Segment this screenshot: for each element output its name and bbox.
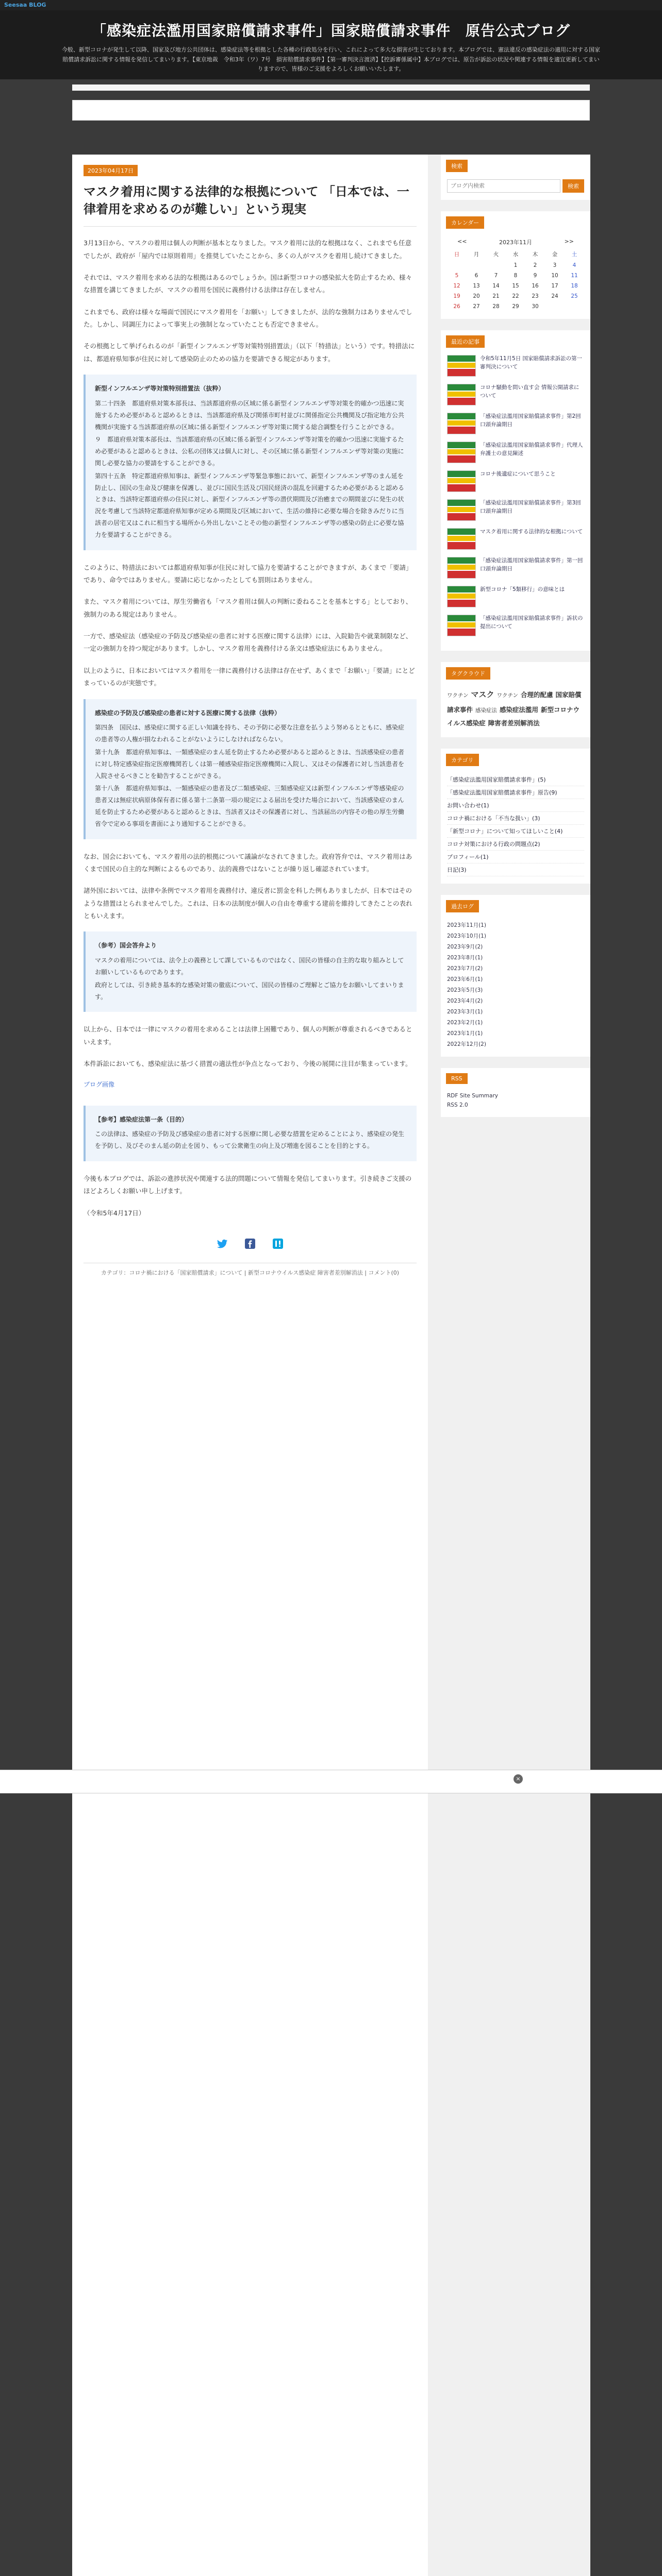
calendar-weekday: 日	[454, 251, 460, 258]
paragraph: また、マスク着用については、厚生労働省も「マスク着用は個人の判断に委ねることを基本とする」としており、強制力のある規定はありません。	[84, 598, 412, 618]
recent-post-title[interactable]: 令和5年11月5日 国家賠償請求訴訟の第一審判決について	[480, 355, 583, 370]
calendar-day: 9	[533, 273, 537, 279]
recent-posts-widget	[441, 330, 590, 651]
calendar-day: 27	[473, 303, 480, 310]
brand-logo[interactable]: Seesaa BLOG	[4, 2, 46, 8]
quote-heading: 感染症の予防及び感染症の患者に対する医療に関する法律（抜粋）	[95, 709, 281, 717]
search-button[interactable]: 検索	[562, 179, 584, 193]
calendar-day: 19	[453, 293, 460, 299]
calendar-day: 3	[553, 262, 557, 268]
tag-cloud-widget	[441, 662, 590, 737]
recent-post-item[interactable]	[447, 355, 584, 377]
twitter-share-button[interactable]	[213, 1235, 231, 1252]
post-title[interactable]: マスク着用に関する法律的な根拠について 「日本では、一律着用を求めるのが難しい」という現実	[84, 183, 417, 227]
paragraph: なお、国会においても、マスク着用の法的根拠について議論がなされてきました。政府答弁では、マスク着用はあくまで国民の自主的な判断によるものであり、法的義務ではないことが繰り返し確認されています。	[84, 852, 412, 873]
paragraph: その根拠として挙げられるのが「新型インフルエンザ等対策特別措置法」（以下「特措法」という）です。特措法には、都道府県知事が住民に対して感染防止のための協力を要請できる規定があります。	[84, 342, 415, 363]
search-widget	[441, 155, 590, 200]
tag-link[interactable]: 障害者差別解消法	[488, 719, 540, 727]
calendar-day	[545, 301, 565, 312]
paragraph: 3月13日から、マスクの着用は個人の判断が基本となりました。マスク着用に法的な根拠はなく、これまでも任意でしたが、政府が「屋内では原則着用」を推奨していたことから、多くの人がマスクを着用し続けてきました。	[84, 239, 412, 260]
widget-title-tags: タグクラウド	[446, 667, 490, 680]
paragraph: これまでも、政府は様々な場面で国民にマスク着用を「お願い」してきましたが、法的な強制力はありませんでした。しかし、同調圧力によって事実上の強制となっていたことも否定できません。	[84, 308, 412, 329]
calendar-grid	[447, 248, 584, 312]
calendar-weekday: 土	[571, 251, 577, 258]
calendar-day: 15	[512, 283, 519, 289]
post-thumbnail[interactable]	[447, 413, 476, 434]
archive-link[interactable]: 2023年5月(3)	[447, 987, 483, 993]
blog-description: 今般、新型コロナが発生して以降、国家及び地方公共団体は、感染症法等を根拠とした各種の行政処分を行い、これによって多大な損害が生じております。本ブログでは、憲法違反の感染症法の適用に対する国家賠償請求訴訟に関する情報を発信してまいります。【東京地裁 令和3年（ワ）7号 損害賠償請求事件】【第一審判決言渡済】【控訴審係属中】本ブログでは、原告が訴訟の状況や関連する情報を適宜更新してまいりますので、皆様のご支援をよろしくお願いいたします。	[61, 46, 601, 73]
calendar-next-link[interactable]: >>	[564, 238, 574, 245]
quote-line: 第四十五条 特定都道府県知事は、新型インフルエンザ等緊急事態において、新型インフルエンザ等のまん延を防止し、国民の生命及び健康を保護し、並びに国民生活及び国民経済の混乱を回避するため必要があると認めるときは、当該特定都道府県の住民に対し、新型インフルエンザ等の潜伏期間及び治癒までの期間並びに発生の状況を考慮して当該特定都道府県知事が定める期間及び区域において、生活の維持に必要な場合を除きみだりに当該者の居宅又はこれに相当する場所から外出しないことその他の新型インフルエンザ等の感染の防止に必要な協力を要請することができる。	[95, 472, 405, 538]
paragraph: 一方で、感染症法（感染症の予防及び感染症の患者に対する医療に関する法律）には、入院勧告や就業制限など、一定の強制力を持つ規定があります。しかし、マスク着用を義務付ける条文は感染症法にもありません。	[84, 632, 412, 653]
recent-post-item[interactable]	[447, 413, 584, 434]
tag-link[interactable]: 国家賠償請求事件	[447, 691, 582, 714]
post-thumbnail[interactable]	[447, 355, 476, 377]
recent-post-title[interactable]: 「感染症法濫用国家賠償請求事件」訴状の提出について	[480, 615, 583, 630]
sidebar	[441, 155, 590, 1128]
recent-post-title[interactable]: マスク着用に関する法律的な根拠について	[480, 529, 583, 535]
share-buttons	[84, 1235, 417, 1252]
post-body-3	[84, 851, 417, 923]
archive-link[interactable]: 2023年8月(1)	[447, 955, 483, 961]
quote-heading: 新型インフルエンザ等対策特別措置法（抜粋）	[95, 385, 225, 393]
calendar-day	[467, 260, 486, 270]
recent-post-item[interactable]	[447, 557, 584, 579]
calendar-day: 10	[551, 273, 558, 279]
category-link[interactable]: 「感染症法濫用国家賠償請求事件」原告(9)	[447, 786, 584, 799]
post-body-5	[84, 1173, 417, 1219]
paragraph: 本件訴訟においても、感染症法に基づく措置の適法性が争点となっており、今後の展開に注目が集まっています。	[84, 1060, 412, 1068]
recent-post-item[interactable]	[447, 470, 584, 492]
quote-line: ９ 都道府県対策本部長は、当該都道府県の区域に係る新型インフルエンザ等対策を的確かつ迅速に実施するため必要があると認めるときは、公私の団体又は個人に対し、その区域に係る新型インフルエンザ等対策の実施に関し必要な協力の要請をすることができる。	[95, 436, 404, 467]
tag-link[interactable]: ワクチン	[496, 692, 518, 699]
paragraph: 以上から、日本では一律にマスクの着用を求めることは法律上困難であり、個人の判断が尊重されるべきであるといえます。	[84, 1025, 412, 1046]
calendar-day: 2	[533, 262, 537, 268]
widget-title-calendar: カレンダー	[446, 216, 484, 229]
category-link[interactable]: 日記(3)	[447, 863, 584, 876]
recent-post-title[interactable]: 「感染症法濫用国家賠償請求事件」第3回口頭弁論期日	[480, 500, 581, 514]
quote-line: 第十八条 都道府県知事は、一類感染症の患者及び二類感染症、三類感染症又は新型インフルエンザ等感染症の患者又は無症状病原体保有者に係る第十二条第一項の規定による届出を受けた場合において、当該感染症のまん延を防止するため必要があると認めるときは、当該者又はその保護者に対し、当該届出の内容その他の厚生労働省令で定める事項を書面により通知することができる。	[95, 785, 405, 827]
calendar-day: 23	[532, 293, 539, 299]
calendar-day: 7	[494, 273, 498, 279]
twitter-icon	[216, 1238, 228, 1250]
archive-link[interactable]: 2023年1月(1)	[447, 1030, 483, 1037]
statute-quote-2	[84, 699, 417, 839]
post-thumbnail[interactable]	[447, 528, 476, 550]
page-area	[72, 155, 590, 2576]
calendar-weekday: 火	[493, 251, 499, 258]
calendar-day: 13	[473, 283, 480, 289]
archive-link[interactable]: 2023年2月(1)	[447, 1020, 483, 1026]
calendar-day: 1	[514, 262, 518, 268]
calendar-day: 6	[474, 273, 478, 279]
archive-link[interactable]: 2023年4月(2)	[447, 998, 483, 1004]
post-thumbnail[interactable]	[447, 615, 476, 636]
post-body-2	[84, 562, 417, 690]
post-thumbnail[interactable]	[447, 586, 476, 607]
calendar-day: 4	[572, 262, 576, 268]
calendar-day: 29	[512, 303, 519, 310]
statute-quote-3	[84, 931, 417, 1012]
archive-link[interactable]: 2023年3月(1)	[447, 1009, 483, 1015]
post-date: 2023年04月17日	[84, 165, 138, 176]
paragraph: 諸外国においては、法律や条例でマスク着用を義務付け、違反者に罰金を科した例もありましたが、日本ではそのような措置はとられませんでした。これは、日本の法制度が個人の自由を尊重する建前を維持してきたことの表れともいえます。	[84, 887, 412, 920]
category-link[interactable]: コロナ対策における行政の問題点(2)	[447, 838, 584, 851]
recent-post-item[interactable]	[447, 528, 584, 550]
calendar-weekday: 月	[473, 251, 479, 258]
quote-line: 第四条 国民は、感染症に関する正しい知識を持ち、その予防に必要な注意を払うよう努めるとともに、感染症の患者等の人権が損なわれることがないようにしなければならない。	[95, 724, 405, 743]
recent-post-item[interactable]	[447, 384, 584, 405]
ad-banner-slot	[72, 100, 590, 121]
archive-link[interactable]: 2023年10月(1)	[447, 933, 486, 939]
recent-post-title[interactable]: 「感染症法濫用国家賠償請求事件」第一回口頭弁論期日	[480, 557, 583, 572]
calendar-prev-link[interactable]: <<	[457, 238, 467, 245]
recent-post-item[interactable]	[447, 586, 584, 607]
calendar-month: 2023年11月	[499, 239, 532, 246]
widget-title-archives: 過去ログ	[446, 900, 479, 912]
quote-heading: 【参考】感染症法第一条（目的）	[95, 1115, 188, 1123]
bookmark-icon	[272, 1238, 284, 1250]
rss-widget	[441, 1068, 590, 1117]
post-thumbnail[interactable]	[447, 557, 476, 579]
quote-line: 第十九条 都道府県知事は、一類感染症のまん延を防止するため必要があると認めるときは、当該感染症の患者に対し特定感染症指定医療機関若しくは第一種感染症指定医療機関に入院し、又はその保護者に対し当該患者を入院させるべきことを勧告することができる。	[95, 748, 405, 779]
archive-link[interactable]: 2023年9月(2)	[447, 944, 483, 950]
calendar-day: 18	[571, 283, 578, 289]
post-footer[interactable]: カテゴリ：コロナ禍における「国家賠償請求」について | 新型コロナウイルス感染症 障害者差別解消法 | コメント(0)	[84, 1263, 417, 1277]
calendar-day: 22	[512, 293, 519, 299]
calendar-day: 11	[571, 273, 578, 279]
bookmark-share-button[interactable]	[269, 1235, 287, 1252]
quote-line: 政府としては、引き続き基本的な感染対策の徹底について、国民の皆様のご理解とご協力をお願いしてまいります。	[95, 981, 404, 1001]
blog-header	[0, 10, 662, 79]
calendar-weekday: 水	[512, 251, 519, 258]
quote-line: マスクの着用については、法令上の義務として課しているものではなく、国民の皆様の自主的な取り組みとしてお願いしているものであります。	[95, 957, 404, 976]
widget-title-categories: カテゴリ	[446, 754, 479, 766]
quote-line: 第二十四条 都道府県対策本部長は、当該都道府県の区域に係る新型インフルエンザ等対策を的確かつ迅速に実施するため必要があると認めるときは、当該都道府県及び関係市町村並びに関係指定公共機関及び指定地方公共機関が実施する当該都道府県の区域に係る新型インフルエンザ等対策に関する総合調整を行うことができる。	[95, 399, 405, 431]
archive-link[interactable]: 2022年12月(2)	[447, 1041, 486, 1047]
widget-title-search: 検索	[446, 160, 468, 172]
calendar-day	[565, 301, 584, 312]
quote-line: この法律は、感染症の予防及び感染症の患者に対する医療に関し必要な措置を定めることにより、感染症の発生を予防し、及びそのまん延の防止を図り、もって公衆衛生の向上及び増進を図ることを目的とする。	[95, 1130, 405, 1150]
post-thumbnail[interactable]	[447, 384, 476, 405]
recent-post-item[interactable]	[447, 499, 584, 521]
post-body-4	[84, 1023, 417, 1070]
widget-title-rss: RSS	[446, 1073, 468, 1084]
tag-link[interactable]: 合理的配慮	[520, 691, 553, 699]
tag-link[interactable]: マスク	[471, 690, 494, 699]
widget-title-recent: 最近の記事	[446, 335, 485, 348]
category-link[interactable]: お問い合わせ(1)	[447, 799, 584, 812]
category-link[interactable]: 「感染症法濫用国家賠償請求事件」(5)	[447, 773, 584, 786]
calendar-day: 5	[455, 273, 459, 279]
calendar-day: 24	[551, 293, 558, 299]
archive-link[interactable]: 2023年7月(2)	[447, 965, 483, 972]
calendar-weekday: 金	[552, 251, 558, 258]
category-link[interactable]: コロナ禍における「不当な扱い」(3)	[447, 812, 584, 825]
recent-post-item[interactable]	[447, 615, 584, 636]
calendar-day: 20	[473, 293, 480, 299]
calendar-day: 12	[453, 283, 460, 289]
calendar-day	[486, 260, 506, 270]
category-link[interactable]: 「新型コロナ」について知ってほしいこと(4)	[447, 825, 584, 838]
calendar-day: 16	[532, 283, 539, 289]
calendar-day: 14	[492, 283, 500, 289]
overlay-ad-banner[interactable]	[0, 1770, 662, 1793]
post-body-1	[84, 237, 417, 365]
tag-link[interactable]: 感染症法濫用	[500, 705, 539, 714]
post-thumbnail[interactable]	[447, 470, 476, 492]
calendar-day: 28	[492, 303, 500, 310]
rss-link[interactable]: RDF Site Summary	[447, 1093, 498, 1099]
recent-post-title[interactable]: コロナ騒動を問い直す会 情報公開請求について	[480, 384, 580, 399]
calendar-weekday: 木	[532, 251, 538, 258]
post-thumbnail[interactable]	[447, 442, 476, 463]
post-thumbnail[interactable]	[447, 499, 476, 521]
blog-title[interactable]: 「感染症法濫用国家賠償請求事件」国家賠償請求事件 原告公式ブログ	[91, 22, 570, 39]
header-divider	[72, 84, 590, 91]
paragraph: 今後も本ブログでは、訴訟の進捗状況や関連する法的問題について情報を発信してまいります。引き続きご支援のほどよろしくお願い申し上げます。	[84, 1174, 412, 1195]
tag-link[interactable]: 感染症法	[475, 707, 498, 714]
statute-quote-1	[84, 375, 417, 550]
categories-widget	[441, 749, 590, 884]
recent-post-title[interactable]: 「感染症法濫用国家賠償請求事件」代理人弁護士の意見陳述	[480, 442, 583, 456]
tag-link[interactable]: 新型コロナウイルス感染症	[447, 705, 580, 727]
paragraph: それでは、マスク着用を求める法的な根拠はあるのでしょうか。国は新型コロナの感染拡大を防止するため、様々な措置を講じてきましたが、マスクの着用を国民に義務付ける法律は存在しません。	[84, 273, 412, 294]
post-image[interactable]: ブログ画像	[84, 1080, 115, 1088]
recent-post-item[interactable]	[447, 442, 584, 463]
facebook-share-button[interactable]	[241, 1235, 259, 1252]
rss-link[interactable]: RSS 2.0	[447, 1102, 468, 1108]
tag-link[interactable]: ワクチン	[447, 692, 469, 699]
archive-link[interactable]: 2023年11月(1)	[447, 922, 486, 928]
paragraph: （令和5年4月17日）	[84, 1209, 145, 1217]
archives-widget	[441, 895, 590, 1057]
recent-post-title[interactable]: 新型コロナ「5類移行」の意味とは	[480, 586, 565, 592]
search-input[interactable]	[447, 179, 560, 193]
calendar-day: 26	[453, 303, 460, 310]
recent-post-title[interactable]: 「感染症法濫用国家賠償請求事件」第2回口頭弁論期日	[480, 413, 581, 428]
category-link[interactable]: プロフィール(1)	[447, 851, 584, 863]
calendar-day: 25	[571, 293, 578, 299]
topbar	[0, 0, 662, 10]
calendar-day: 30	[532, 303, 539, 310]
paragraph: このように、特措法においては都道府県知事が住民に対して協力を要請することができますが、あくまで「要請」であり、命令ではありません。要請に応じなかったとしても罰則はありません。	[84, 563, 412, 584]
calendar-day: 21	[492, 293, 500, 299]
main-column	[72, 155, 428, 2576]
archive-link[interactable]: 2023年6月(1)	[447, 976, 483, 982]
calendar-widget	[441, 211, 590, 319]
statute-quote-4	[84, 1106, 417, 1161]
facebook-icon	[244, 1238, 256, 1250]
close-icon[interactable]: ×	[514, 1774, 523, 1784]
paragraph: 以上のように、日本においてはマスク着用を一律に義務付ける法律は存在せず、あくまで「お願い」「要請」にとどまっているのが実態です。	[84, 666, 415, 687]
recent-post-title[interactable]: コロナ後遺症について思うこと	[480, 471, 556, 477]
quote-heading: （参考）国会答弁より	[95, 942, 157, 950]
calendar-day: 17	[551, 283, 558, 289]
calendar-day	[447, 260, 467, 270]
calendar-day: 8	[514, 273, 518, 279]
